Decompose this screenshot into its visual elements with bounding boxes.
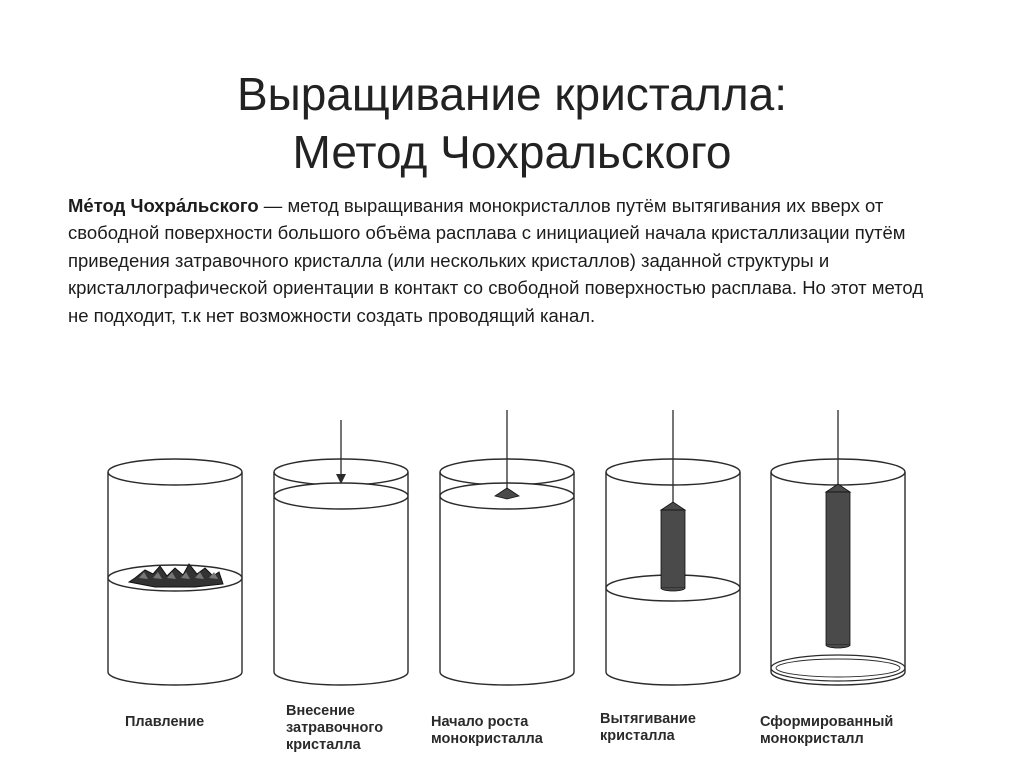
title-line-1: Выращивание кристалла: <box>236 67 787 120</box>
czochralski-diagram <box>0 400 1024 767</box>
crucible-stage-3 <box>440 410 574 685</box>
title-line-2: Метод Чохральского <box>292 125 732 178</box>
crystal-cap <box>661 502 685 510</box>
crucible-stage-2 <box>274 420 408 685</box>
grown-crystal <box>661 510 685 588</box>
melt-residue-inner <box>776 659 900 677</box>
stage-label-growth-start: Начало роста монокристалла <box>431 714 543 747</box>
method-term: Ме́тод Чохра́льского <box>68 195 259 216</box>
crucible-bottom <box>606 672 740 685</box>
crucible-bottom <box>440 672 574 685</box>
stage-label-melting: Плавление <box>125 714 205 730</box>
stage-label-pulling: Вытягивание кристалла <box>600 711 696 744</box>
crystal-base <box>661 588 685 591</box>
crucible-rim <box>108 459 242 485</box>
stage-label-formed: Сформированный монокристалл <box>760 714 894 747</box>
method-definition: — метод выращивания монокристаллов путём вытягивания их вверх от свободной поверхности большого объёма расплава с инициацией начала кристаллизации путём приведения затравочного кристалла (или нескольких кристаллов) заданной структуры и кристаллографической ориентации в контакт со свободной поверхностью расплава. Но этот метод не подходит, т.к нет возможности создать проводящий канал. <box>68 195 924 326</box>
crucible-stage-4 <box>606 410 740 685</box>
crucible-bottom <box>274 672 408 685</box>
slide-title <box>0 65 1024 181</box>
crucible-stage-5 <box>771 410 905 685</box>
grown-crystal <box>826 492 850 645</box>
melt-surface <box>274 483 408 509</box>
process-illustration <box>0 400 1024 767</box>
crucible-stage-1 <box>108 459 242 685</box>
stage-label-seed-insertion: Внесение затравочного кристалла <box>286 703 384 753</box>
crucible-bottom <box>108 672 242 685</box>
crystal-base <box>826 645 850 648</box>
description-text <box>68 192 948 329</box>
